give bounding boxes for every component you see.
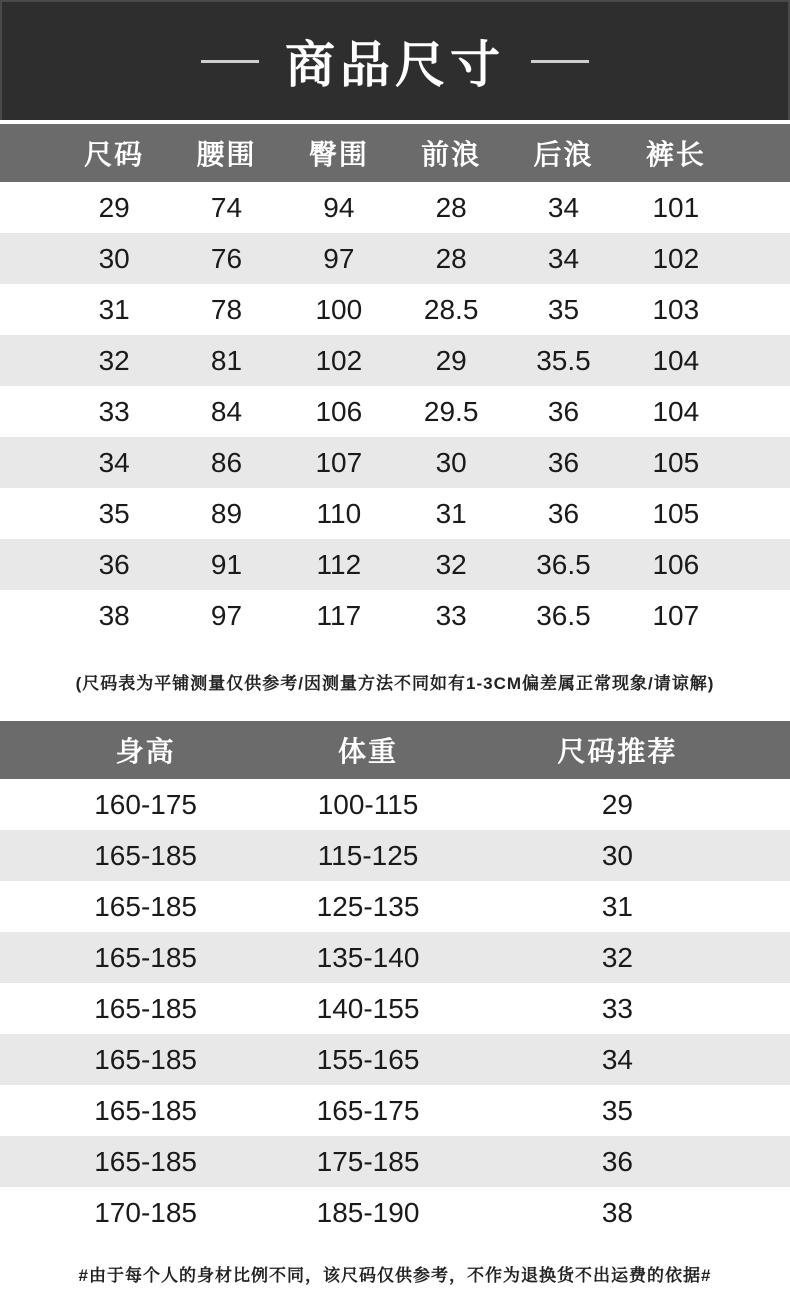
table-row bbox=[0, 233, 790, 284]
table-row bbox=[0, 488, 790, 539]
size-table-header: 腰围 bbox=[196, 139, 257, 170]
table-cell: 35 bbox=[601, 1094, 633, 1126]
table-row bbox=[0, 983, 790, 1034]
table-cell: 103 bbox=[652, 293, 700, 325]
table-cell: 97 bbox=[210, 599, 243, 631]
table-cell: 125-135 bbox=[316, 890, 420, 922]
table-row bbox=[0, 1136, 790, 1187]
size-table-header: 前浪 bbox=[421, 139, 482, 170]
table-cell: 165-185 bbox=[94, 839, 197, 871]
table-cell: 89 bbox=[210, 497, 243, 529]
table-row bbox=[0, 386, 790, 437]
table-cell: 100 bbox=[315, 293, 363, 325]
table-cell: 110 bbox=[316, 497, 362, 529]
table-cell: 105 bbox=[652, 446, 700, 478]
size-table-header: 后浪 bbox=[533, 139, 594, 170]
table-cell: 33 bbox=[98, 395, 130, 427]
table-cell: 117 bbox=[316, 599, 362, 631]
size-table-header: 裤长 bbox=[645, 139, 706, 170]
recommend-table-header-row bbox=[0, 721, 790, 779]
table-cell: 106 bbox=[315, 395, 363, 427]
table-cell: 165-185 bbox=[94, 992, 197, 1024]
table-cell: 97 bbox=[323, 242, 355, 274]
table-cell: 29.5 bbox=[423, 395, 479, 427]
table-cell: 35 bbox=[547, 293, 580, 325]
table-cell: 74 bbox=[210, 191, 243, 223]
table-row bbox=[0, 437, 790, 488]
table-row bbox=[0, 1034, 790, 1085]
table-cell: 107 bbox=[315, 446, 363, 478]
table-cell: 32 bbox=[601, 941, 633, 973]
table-cell: 165-185 bbox=[94, 1145, 197, 1177]
table-cell: 34 bbox=[547, 242, 580, 274]
table-row bbox=[0, 1187, 790, 1238]
table-cell: 38 bbox=[98, 599, 130, 631]
table-cell: 36.5 bbox=[536, 548, 591, 580]
table-cell: 86 bbox=[210, 446, 243, 478]
table-cell: 31 bbox=[601, 890, 633, 922]
title-dash-right bbox=[531, 60, 589, 63]
table-cell: 34 bbox=[601, 1043, 633, 1075]
table-row bbox=[0, 830, 790, 881]
table-cell: 105 bbox=[652, 497, 700, 529]
table-cell: 36.5 bbox=[536, 599, 591, 631]
table-cell: 165-185 bbox=[94, 941, 197, 973]
title-dash-left bbox=[201, 60, 259, 63]
size-table-header-row bbox=[0, 124, 790, 182]
table-cell: 30 bbox=[601, 839, 633, 871]
recommend-table-header: 尺码推荐 bbox=[557, 736, 678, 767]
table-cell: 32 bbox=[98, 344, 130, 376]
table-cell: 35 bbox=[98, 497, 130, 529]
table-cell: 28.5 bbox=[423, 293, 479, 325]
table-row bbox=[0, 539, 790, 590]
table-cell: 102 bbox=[315, 344, 363, 376]
table-cell: 28 bbox=[435, 191, 467, 223]
table-cell: 31 bbox=[98, 293, 130, 325]
table-cell: 102 bbox=[652, 242, 700, 274]
table-cell: 165-185 bbox=[94, 1043, 197, 1075]
table-cell: 91 bbox=[210, 548, 243, 580]
table-row bbox=[0, 335, 790, 386]
table-cell: 38 bbox=[601, 1196, 633, 1228]
table-cell: 32 bbox=[435, 548, 467, 580]
size-table-body bbox=[0, 182, 790, 641]
title-banner bbox=[0, 0, 790, 120]
table-cell: 29 bbox=[98, 191, 130, 223]
table-cell: 81 bbox=[210, 344, 243, 376]
size-table-header: 尺码 bbox=[84, 139, 145, 170]
table-cell: 135-140 bbox=[316, 941, 420, 973]
table-cell: 170-185 bbox=[94, 1196, 197, 1228]
table-cell: 29 bbox=[435, 344, 467, 376]
table-cell: 165-185 bbox=[94, 890, 197, 922]
recommend-table-header: 身高 bbox=[115, 736, 176, 767]
table-cell: 104 bbox=[652, 344, 700, 376]
table-cell: 140-155 bbox=[316, 992, 420, 1024]
table-cell: 185-190 bbox=[316, 1196, 420, 1228]
table-cell: 107 bbox=[652, 599, 700, 631]
table-cell: 165-185 bbox=[94, 1094, 197, 1126]
table-cell: 36 bbox=[547, 395, 580, 427]
table-cell: 34 bbox=[98, 446, 130, 478]
table-cell: 100-115 bbox=[317, 788, 419, 820]
table-cell: 30 bbox=[98, 242, 130, 274]
table-cell: 36 bbox=[601, 1145, 633, 1177]
table-cell: 35.5 bbox=[536, 344, 591, 376]
table-cell: 28 bbox=[435, 242, 467, 274]
size-table-header: 臀围 bbox=[308, 139, 369, 170]
table-row bbox=[0, 881, 790, 932]
table-cell: 36 bbox=[547, 497, 580, 529]
size-measurement-table bbox=[0, 124, 790, 704]
table-cell: 30 bbox=[435, 446, 467, 478]
table-cell: 31 bbox=[435, 497, 467, 529]
table-cell: 160-175 bbox=[94, 788, 197, 820]
table-cell: 155-165 bbox=[316, 1043, 420, 1075]
table-cell: 115-125 bbox=[317, 839, 419, 871]
page-title: 商品尺寸 bbox=[285, 37, 505, 93]
table-cell: 33 bbox=[601, 992, 633, 1024]
table-cell: 175-185 bbox=[316, 1145, 420, 1177]
size-recommend-table bbox=[0, 721, 790, 1292]
table-cell: 34 bbox=[547, 191, 580, 223]
table-cell: 165-175 bbox=[316, 1094, 420, 1126]
bottom-disclaimer-note: #由于每个人的身材比例不同，该尺码仅供参考，不作为退换货不出运费的依据# bbox=[78, 1266, 712, 1285]
table-cell: 33 bbox=[435, 599, 467, 631]
measurement-disclaimer-note: (尺码表为平铺测量仅供参考/因测量方法不同如有1-3CM偏差属正常现象/请谅解) bbox=[75, 673, 715, 693]
table-cell: 112 bbox=[316, 548, 362, 580]
table-cell: 104 bbox=[652, 395, 700, 427]
table-row bbox=[0, 1085, 790, 1136]
recommend-table-header: 体重 bbox=[338, 736, 399, 767]
table-cell: 76 bbox=[210, 242, 243, 274]
table-cell: 36 bbox=[98, 548, 130, 580]
table-row bbox=[0, 932, 790, 983]
table-row bbox=[0, 284, 790, 335]
table-cell: 94 bbox=[323, 191, 355, 223]
table-cell: 78 bbox=[210, 293, 243, 325]
table-cell: 106 bbox=[652, 548, 700, 580]
table-cell: 84 bbox=[210, 395, 243, 427]
table-cell: 29 bbox=[601, 788, 633, 820]
recommend-table-body bbox=[0, 779, 790, 1238]
table-cell: 101 bbox=[652, 191, 700, 223]
table-row bbox=[0, 779, 790, 830]
table-row bbox=[0, 182, 790, 233]
table-row bbox=[0, 590, 790, 641]
table-cell: 36 bbox=[547, 446, 580, 478]
